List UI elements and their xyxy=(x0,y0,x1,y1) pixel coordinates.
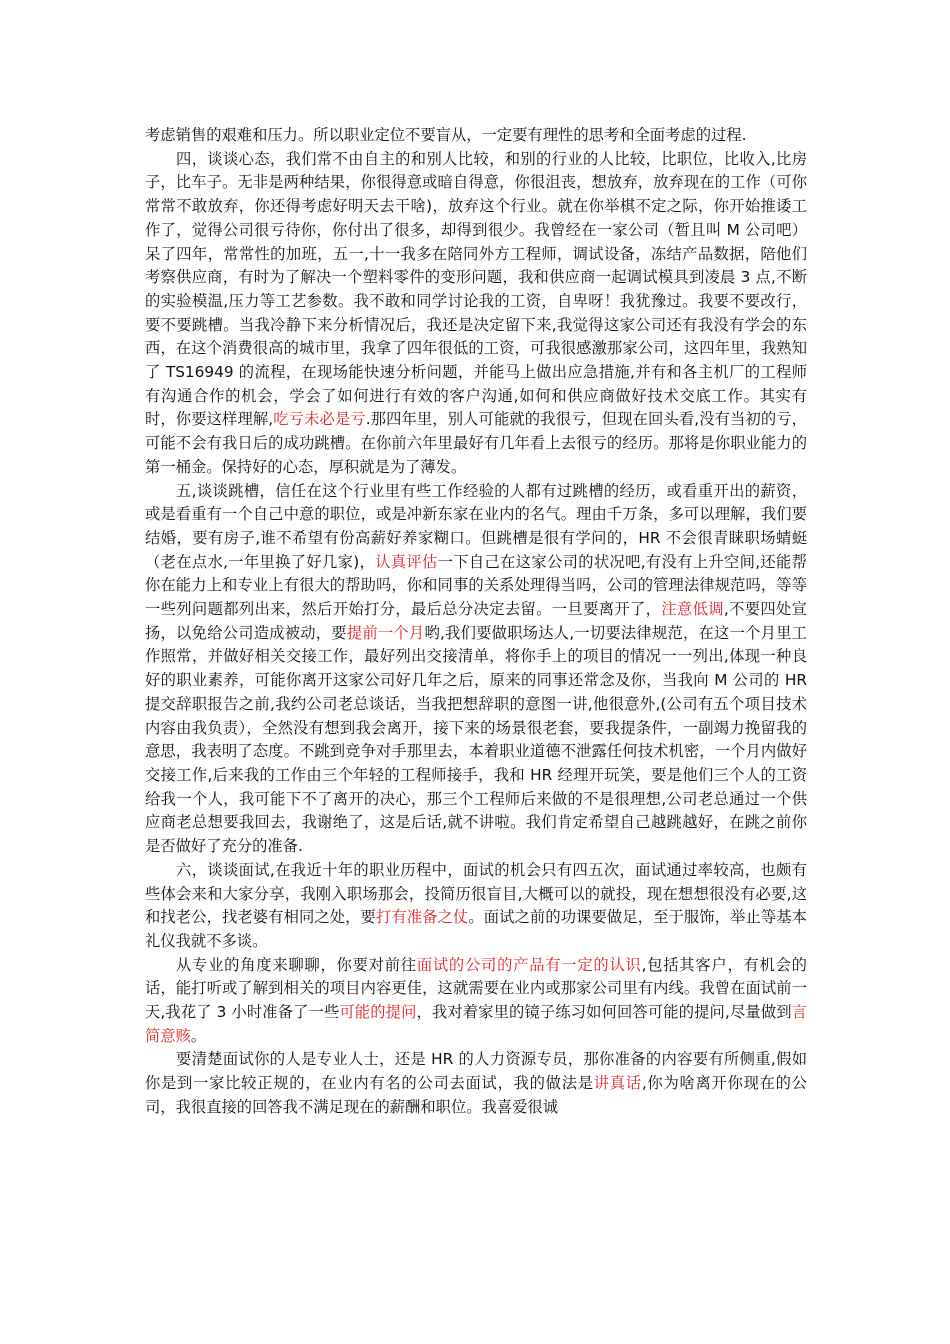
text-run: 哟,我们要做职场达人,一切要法律规范，在这一个月里工作照常，并做好相关交接工作，最好列出交接清单，将你手上的项目的情况一一列出,体现一种良好的职业素养，可能你离开这家公司好几年之后，原来的同事还常念及你，当我向 M 公司的 HR 提交辞职报告之前,我约公司老总谈话，当我把想辞职的意图一讲,他很意外,(公司有五个项目技术内容由我负责），全然没有想到我会离开，接下来的场景很老套，要我提条件，一副竭力挽留我的意思，我表明了态度。不跳到竞争对手那里去，本着职业道德不泄露任何技术机密，一个月内做好交接工作,后来我的工作由三个年轻的工程师接手，我和 HR 经理开玩笑，要是他们三个人的工资给我一个人，我可能下不了离开的决心，那三个工程师后来做的不是很理想,公司老总通过一个供应商老总想要我回去，我谢绝了，这是后话,就不讲啦。我们肯定希望自己越跳越好，在跳之前你是否做好了充分的准备. xyxy=(145,623,807,856)
paragraph-interview-professional xyxy=(145,954,807,1049)
text-run: ，我对着家里的镜子练习如何回答可能的提问,尽量做到 xyxy=(416,1003,792,1022)
highlighted-phrase: 提前一个月 xyxy=(346,623,425,642)
document-page xyxy=(145,124,807,1120)
highlighted-phrase: 打有准备之仗 xyxy=(375,908,469,927)
highlighted-phrase: 面试的公司的产品有一定的认识 xyxy=(416,955,642,974)
text-run: 从专业的角度来聊聊，你要对前往 xyxy=(176,955,417,974)
text-run: 五,谈谈跳槽，信任在这个行业里有些工作经验的人都有过跳槽的经历，或看重开出的薪资，或是看重有一个自己中意的职位，或是冲新东家在业内的名气。理由千万条，多可以理解，我们要结婚，要有房子,谁不希望有份高薪好养家糊口。但跳槽是很有学问的，HR 不会很青睐职场蜻蜓（老在点水,一年里换了好几家)， xyxy=(145,481,807,571)
highlighted-phrase: 注意低调 xyxy=(661,600,724,619)
highlighted-phrase: 言简意赅 xyxy=(145,1003,807,1045)
text-run: 。 xyxy=(190,1026,207,1045)
text-run: 一下自己在这家公司的状况吧,有没有上升空间,还能帮你在能力上和专业上有很大的帮助吗，你和同事的关系处理得当吗，公司的管理法律规范吗，等等一些列问题都列出来，然后开始打分，最后总分决定去留。一旦要离开了， xyxy=(145,552,807,619)
paragraph-mindset xyxy=(145,148,807,480)
text-run: .那四年里，别人可能就的我很亏，但现在回头看,没有当初的亏，可能不会有我日后的成功跳槽。在你前六年里最好有几年看上去很亏的经历。那将是你职业能力的第一桶金。保持好的心态，厚积就是为了薄发。 xyxy=(145,410,807,476)
text-run: ,包括其客户，有机会的话，能打听或了解到相关的项目内容更佳，这就需要在业内或那家公司里有内线。我曾在面试前一天,我花了 3 小时准备了一些 xyxy=(145,955,807,1022)
highlighted-phrase: 认真评估 xyxy=(375,552,438,571)
text-run: 。面试之前的功课要做足，至于服饰，举止等基本礼仪我就不多谈。 xyxy=(145,908,807,950)
text-run: ,你为啥离开你现在的公司，我很直接的回答我不满足现在的薪酬和职位。我喜爱很诚 xyxy=(145,1074,807,1116)
text-run: 考虑销售的艰难和压力。所以职业定位不要盲从，一定要有理性的思考和全面考虑的过程. xyxy=(145,126,747,144)
highlighted-phrase: 吃亏未必是亏 xyxy=(273,410,366,429)
paragraph-job-hopping xyxy=(145,480,807,859)
text-run: ,不要四处宣扬，以免给公司造成被动，要 xyxy=(145,600,807,642)
text-run: 要清楚面试你的人是专业人士，还是 HR 的人力资源专员，那你准备的内容要有所侧重,假如你是到一家比较正规的，在业内有名的公司去面试，我的做法是 xyxy=(145,1050,807,1093)
text-run: 四，谈谈心态，我们常不由自主的和别人比较，和别的行业的人比较，比职位，比收入,比房子，比车子。无非是两种结果，你很得意或暗自得意，你很沮丧，想放弃，放弃现在的工作（可你常常不敢放弃，你还得考虑好明天去干啥)，放弃这个行业。就在你举棋不定之际，你开始推诿工作了，觉得公司很亏待你，你付出了很多，却得到很少。我曾经在一家公司（暂且叫 M 公司吧）呆了四年，常常性的加班，五一,十一我多在陪同外方工程师，调试设备，冻结产品数据，陪他们考察供应商，有时为了解决一个塑料零件的变形问题，我和供应商一起调试模具到凌晨 3 点,不断的实验模温,压力等工艺参数。我不敢和同学讨论我的工资，自卑呀！我犹豫过。我要不要改行，要不要跳槽。当我冷静下来分析情况后，我还是决定留下来,我觉得这家公司还有我没有学会的东西，在这个消费很高的城市里，我拿了四年很低的工资，可我很感激那家公司，这四年里，我熟知了 TS16949 的流程，在现场能快速分析问题，并能马上做出应急措施,并有和各主机厂的工程师有沟通合作的机会，学会了如何进行有效的客户沟通,如何和供应商做好技术交底工作。其实有时，你要这样理解, xyxy=(145,149,807,429)
paragraph-interview xyxy=(145,859,807,954)
paragraph-career-positioning-end xyxy=(145,124,807,148)
highlighted-phrase: 讲真话 xyxy=(593,1074,642,1093)
text-run: 六，谈谈面试,在我近十年的职业历程中，面试的机会只有四五次，面试通过率较高，也颇有些体会来和大家分享，我刚入职场那会，投简历很盲目,大概可以的就投，现在想想很没有必要,这和找老公，找老婆有相同之处，要 xyxy=(145,860,807,927)
paragraph-interviewer xyxy=(145,1048,807,1119)
highlighted-phrase: 可能的提问 xyxy=(339,1003,417,1022)
